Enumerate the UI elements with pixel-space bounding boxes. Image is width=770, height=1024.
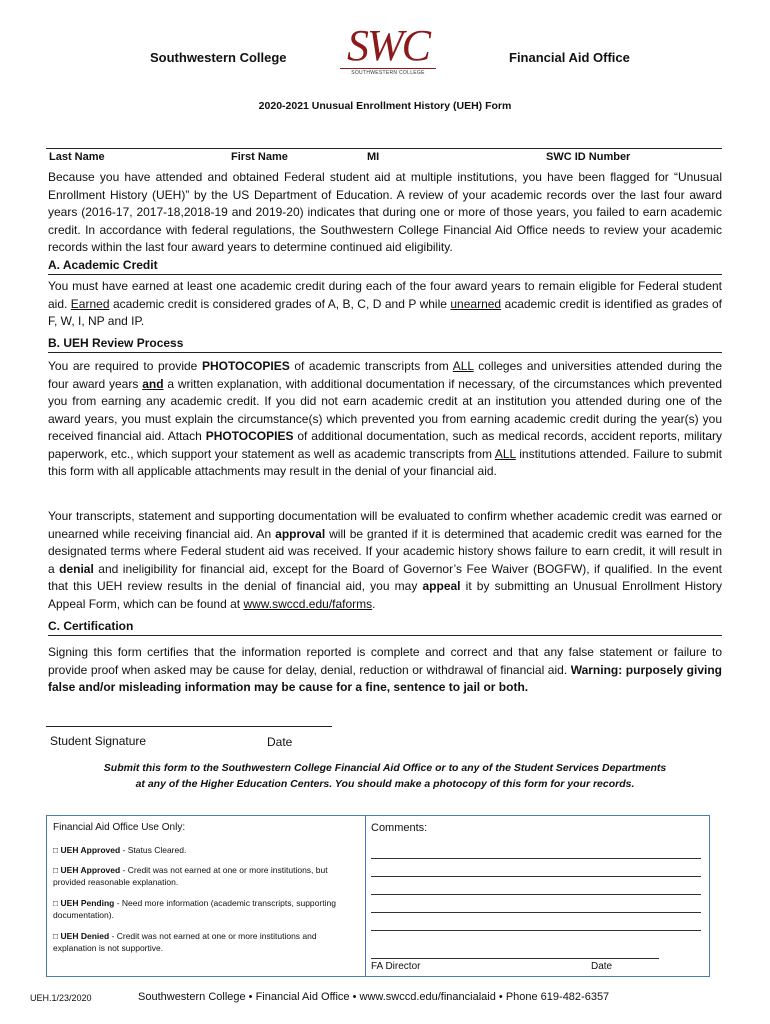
office-use-title: Financial Aid Office Use Only:	[53, 822, 186, 833]
option-approved-cleared[interactable]: □ UEH Approved - Status Cleared.	[53, 845, 187, 855]
option-approved-explained[interactable]: □ UEH Approved - Credit was not earned at one or more institutions, but provided reasonable explanation.	[53, 865, 328, 887]
earned-term: Earned	[70, 296, 110, 311]
name-line[interactable]	[46, 148, 722, 149]
swc-logo	[340, 21, 436, 76]
last-name-label: Last Name	[49, 151, 105, 163]
fa-director-label: FA Director	[371, 961, 421, 972]
logo-text: SWC	[347, 21, 429, 70]
signature-line[interactable]	[46, 726, 332, 727]
checkbox-icon[interactable]: □	[53, 931, 59, 941]
comment-line[interactable]	[371, 912, 701, 913]
checkbox-icon[interactable]: □	[53, 865, 59, 875]
submit-line-1: Submit this form to the Southwestern College Financial Aid Office or to any of the Student Services Departments	[103, 762, 667, 774]
section-b-paragraph-2: Your transcripts, statement and supporting documentation will be evaluated to confirm whether academic credit was earned or unearned while receiving financial aid. An approval will be granted if it is determined that academic credit was earned for the designated terms where Federal student aid was received. If your academic history shows failure to earn credit, it will result in a denial and ineligibility for financial aid, except for the Board of Governor’s Fee Waiver (BOGFW), if qualified. In the event that this UEH review results in the denial of financial aid, you may appeal it by submitting an Unusual Enrollment History Appeal Form, which can be found at www.swccd.edu/faforms.	[48, 509, 722, 611]
box-divider	[365, 816, 366, 976]
comment-line[interactable]	[371, 876, 701, 877]
comment-line[interactable]	[371, 930, 701, 931]
footer-contact: Southwestern College • Financial Aid Office • www.swccd.edu/financialaid • Phone 619-482-6357	[138, 991, 610, 1003]
mi-label: MI	[367, 151, 380, 163]
submit-line-2: at any of the Higher Education Centers. You should make a photocopy of this form for your records.	[135, 778, 635, 790]
section-c-text: Signing this form certifies that the information reported is complete and correct and that any false statement or failure to provide proof when asked may be cause for delay, denial, reduction or withdrawal of financial aid. Warning: purposely giving false and/or misleading information may be cause for a fine, sentence to jail or both.	[48, 645, 723, 694]
office-use-box	[46, 815, 710, 977]
checkbox-icon[interactable]: □	[53, 898, 59, 908]
section-c-title: C. Certification	[48, 619, 722, 636]
warning-text: Warning: purposely giving false and/or misleading information may be cause for a fine, sentence to jail or both.	[48, 662, 723, 694]
swc-id-label: SWC ID Number	[546, 151, 631, 163]
student-signature-label: Student Signature	[50, 734, 147, 748]
section-a-title: A. Academic Credit	[48, 258, 722, 275]
form-code: UEH.1/23/2020	[30, 993, 92, 1003]
option-denied[interactable]: □ UEH Denied - Credit was not earned at one or more institutions and explanation is not supportive.	[53, 931, 317, 953]
first-name-label: First Name	[231, 151, 288, 163]
checkbox-icon[interactable]: □	[53, 845, 59, 855]
director-signature-line[interactable]	[371, 958, 659, 959]
office-name: Financial Aid Office	[509, 50, 630, 65]
comment-line[interactable]	[371, 894, 701, 895]
intro-paragraph: Because you have attended and obtained Federal student aid at multiple institutions, you have been flagged for “Unusual Enrollment History (UEH)” by the US Department of Education. A review of your academic records over the last four award years (2016-17, 2017-18,2018-19 and 2019-20) indicates that during one or more of those years, you failed to earn academic credit. In accordance with federal regulations, the Southwestern College Financial Aid Office needs to review your academic records within the last four award years to determine continued aid eligibility.	[48, 170, 722, 254]
form-title: 2020-2021 Unusual Enrollment History (UEH) Form	[258, 100, 512, 112]
logo-subtext: SOUTHWESTERN COLLEGE	[340, 68, 436, 76]
college-name: Southwestern College	[150, 50, 287, 65]
comment-line[interactable]	[371, 858, 701, 859]
section-a-text: You must have earned at least one academic credit during each of the four award years to remain eligible for Federal student aid. Earned academic credit is considered grades of A, B, C, D and P while unearned academic credit is identified as grades of F, W, I, NP and IP.	[48, 279, 722, 328]
section-b-paragraph-1: You are required to provide PHOTOCOPIES of academic transcripts from ALL colleges and universities attended during the four award years and a written explanation, with additional documentation if necessary, of the circumstances which prevented you from earning any academic credit. If you did not earn academic credit at an institution you attended during one of the award years, you must explain the circumstance(s) which prevented you from earning academic credit during the year(s) you received financial aid. Attach PHOTOCOPIES of additional documentation, such as medical records, accident reports, military paperwork, etc., which support your statement as well as academic transcripts from ALL institutions attended. Failure to submit this form with all applicable attachments may result in the denial of your financial aid.	[48, 359, 722, 478]
submit-instructions	[60, 760, 710, 792]
comments-label: Comments:	[371, 822, 428, 834]
date-label: Date	[267, 735, 293, 749]
faforms-link[interactable]: www.swccd.edu/faforms	[243, 596, 373, 611]
option-pending[interactable]: □ UEH Pending - Need more information (academic transcripts, supporting documentation).	[53, 898, 336, 920]
section-b-title: B. UEH Review Process	[48, 336, 722, 353]
unearned-term: unearned	[450, 296, 502, 311]
director-date-label: Date	[591, 961, 613, 972]
